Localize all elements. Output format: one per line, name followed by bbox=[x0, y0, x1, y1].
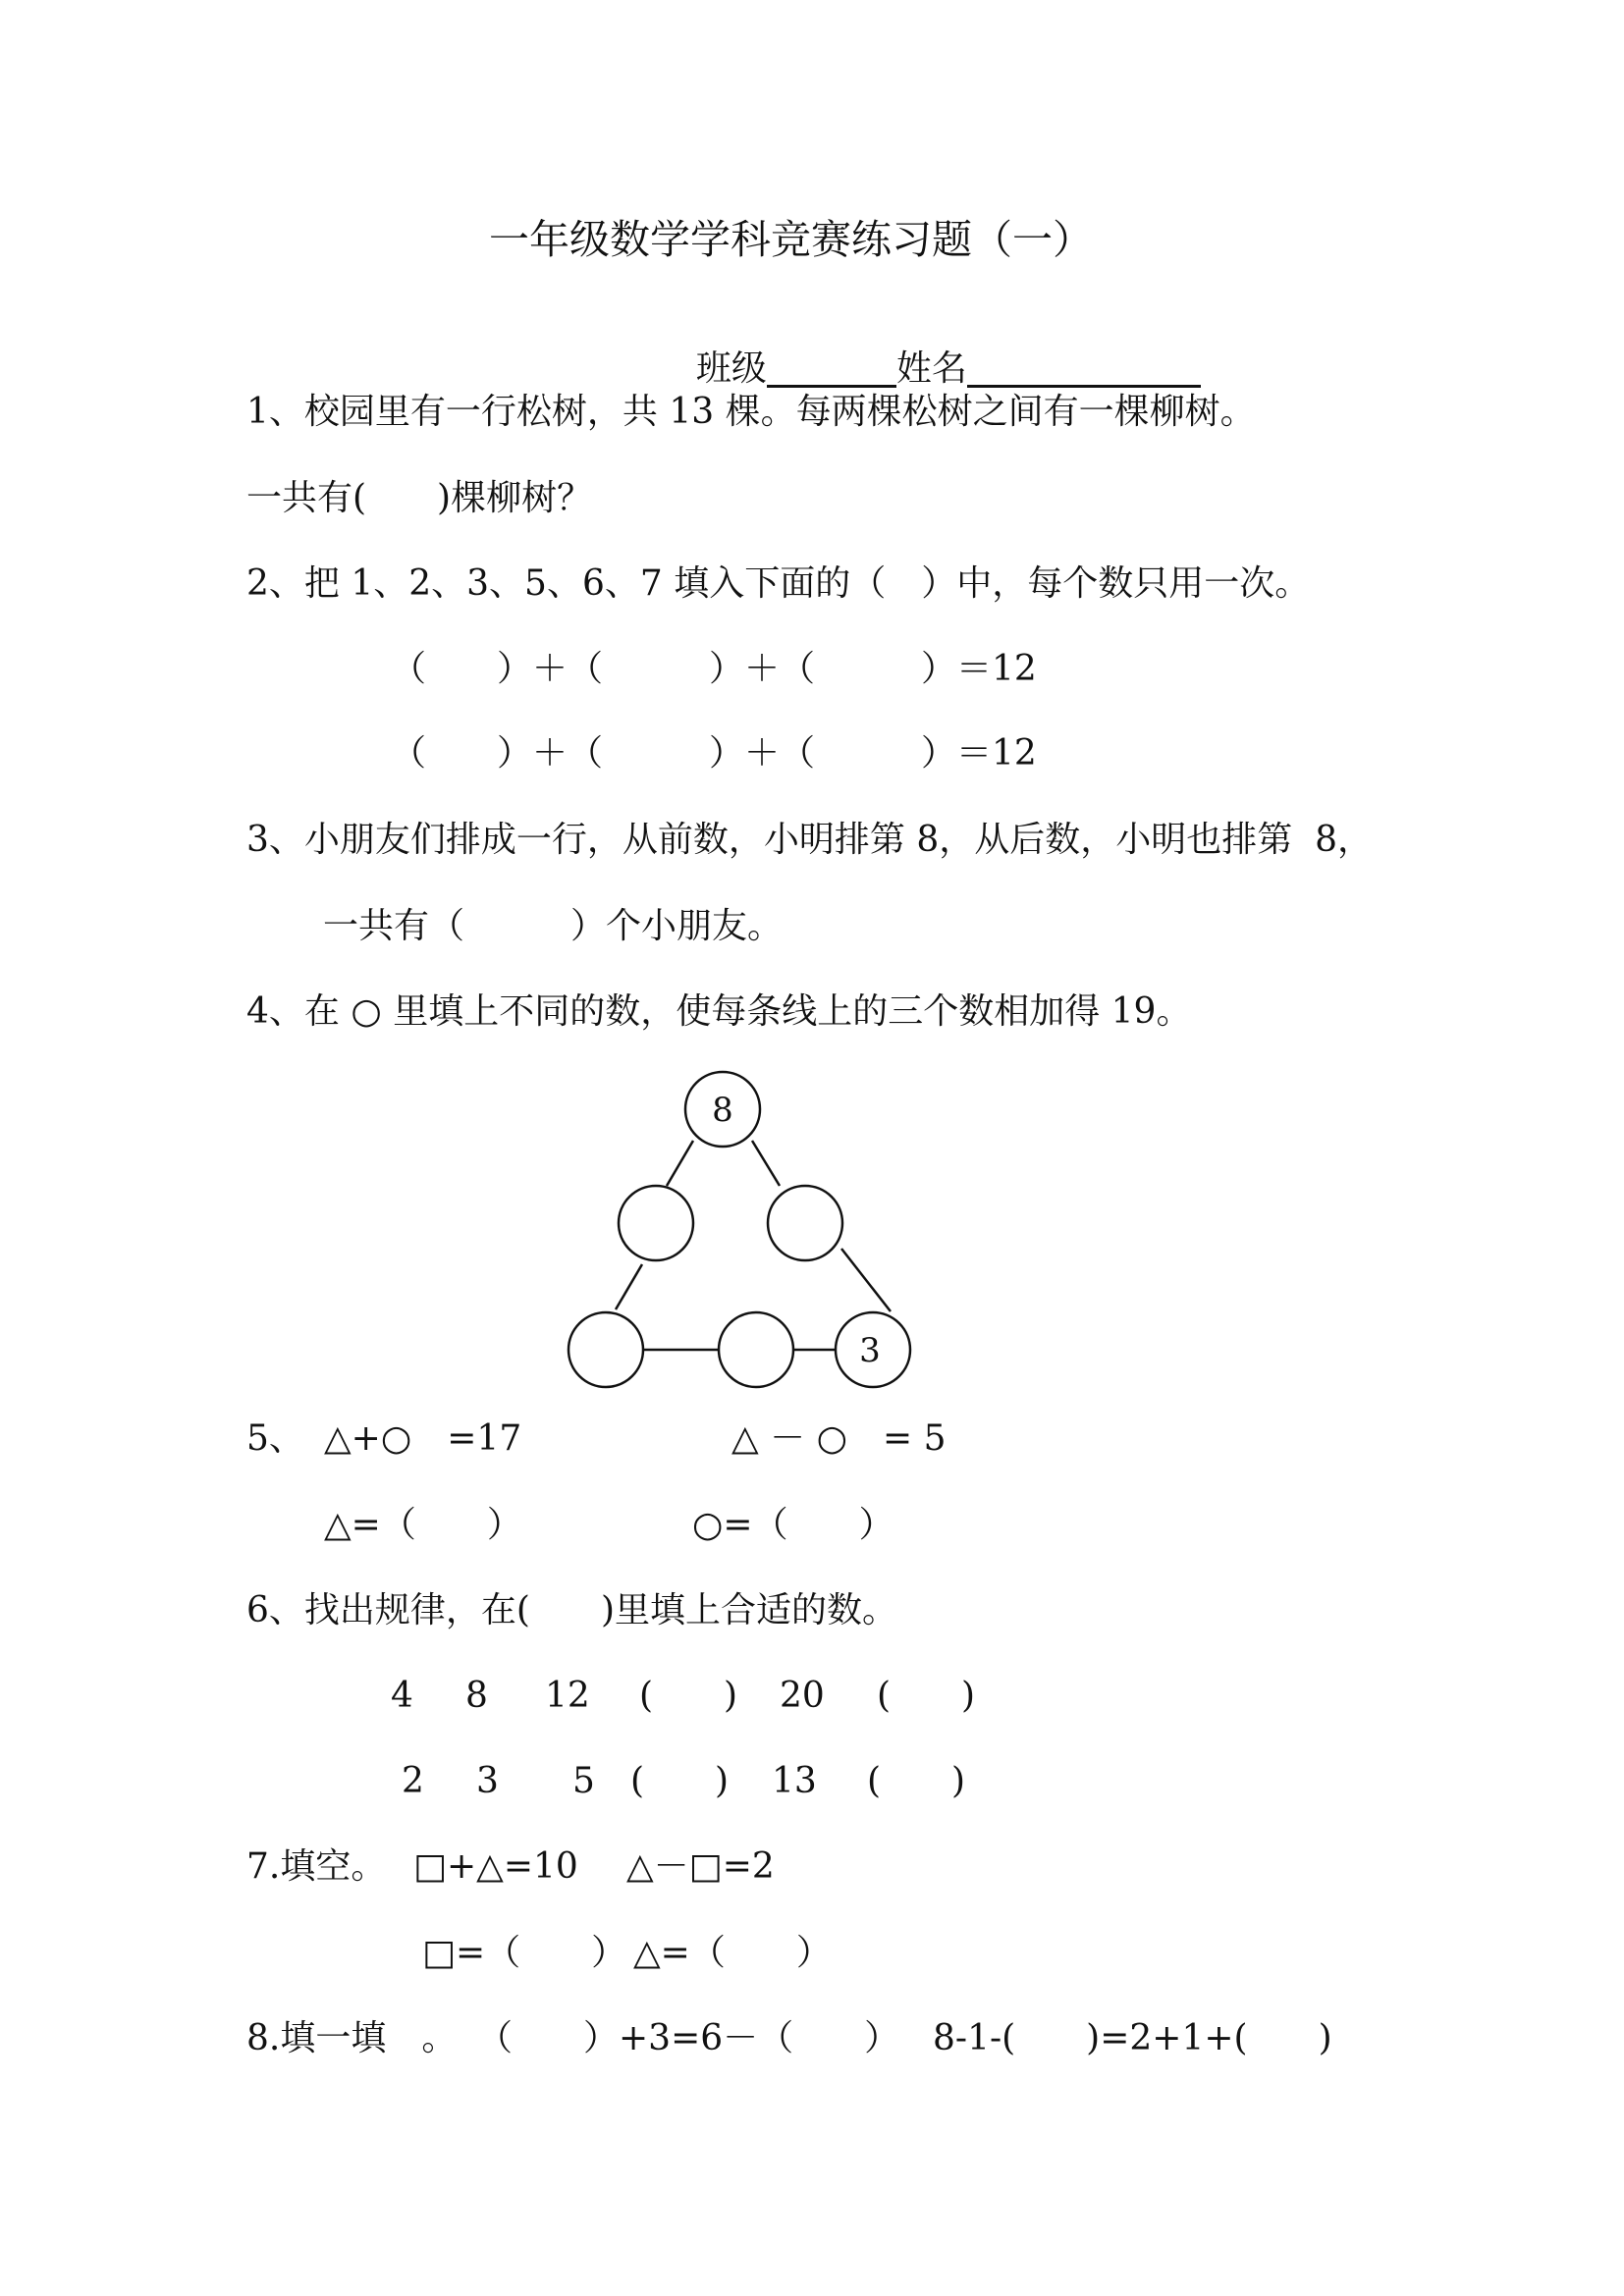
sequence-item: 12 bbox=[545, 1676, 590, 1716]
class-label: 班级 bbox=[695, 348, 767, 389]
left-edge-line-upper bbox=[667, 1141, 693, 1186]
question-7-equation-1: □+△=10 bbox=[413, 1846, 578, 1887]
sequence-item: 8 bbox=[465, 1676, 488, 1716]
right-edge-line-upper bbox=[752, 1141, 780, 1186]
question-6-line-1: 6、找出规律，在( )里填上合适的数。 bbox=[246, 1590, 897, 1630]
sequence-blank: ( ) bbox=[877, 1676, 976, 1716]
circle-top-value: 8 bbox=[712, 1091, 733, 1130]
sequence-item: 4 bbox=[391, 1676, 413, 1716]
student-info bbox=[674, 304, 1201, 391]
page-title: 一年级数学学科竞赛练习题（一） bbox=[489, 216, 1093, 263]
name-blank[interactable] bbox=[967, 349, 1201, 388]
circle-right-middle[interactable] bbox=[768, 1186, 842, 1260]
question-1-line-2: 一共有( )棵柳树？ bbox=[246, 478, 593, 518]
circle-bottom-left[interactable] bbox=[568, 1312, 643, 1387]
name-label: 姓名 bbox=[895, 348, 967, 389]
question-7-label: 7.填空。 bbox=[246, 1846, 387, 1887]
sequence-item: 3 bbox=[476, 1761, 499, 1801]
question-1-line-1: 1、校园里有一行松树，共 13 棵。每两棵松树之间有一棵柳树。 bbox=[246, 392, 1256, 432]
question-5-number: 5、 bbox=[246, 1418, 304, 1459]
question-7-answer-1: □=（ ） bbox=[422, 1933, 627, 1973]
right-edge-line-lower bbox=[841, 1249, 891, 1311]
circle-bottom-middle[interactable] bbox=[719, 1312, 793, 1387]
sequence-item: 20 bbox=[780, 1676, 825, 1716]
sequence-item: 2 bbox=[402, 1761, 424, 1801]
circle-left-middle[interactable] bbox=[619, 1186, 693, 1260]
class-blank[interactable] bbox=[767, 349, 896, 388]
sequence-blank: ( ) bbox=[630, 1761, 730, 1801]
question-5-equation-1: △+○ =17 bbox=[324, 1418, 522, 1459]
sequence-item: 13 bbox=[772, 1761, 817, 1801]
question-2-equation-2: （ ）＋（ ）＋（ ）＝12 bbox=[391, 733, 1037, 774]
question-5-equation-2: △ － ○ = 5 bbox=[731, 1418, 947, 1459]
question-3-line-2: 一共有（ ）个小朋友。 bbox=[323, 906, 784, 946]
question-4-line-1: 4、在 ○ 里填上不同的数，使每条线上的三个数相加得 19。 bbox=[246, 991, 1192, 1032]
question-3-line-1: 3、小朋友们排成一行，从前数，小明排第 8，从后数，小明也排第 8， bbox=[246, 820, 1374, 860]
circle-bottom-right-value: 3 bbox=[859, 1331, 881, 1370]
question-2-line-1: 2、把 1、2、3、5、6、7 填入下面的（ ）中，每个数只用一次。 bbox=[246, 563, 1311, 604]
question-2-equation-1: （ ）＋（ ）＋（ ）＝12 bbox=[391, 649, 1037, 689]
triangle-circle-diagram bbox=[560, 1070, 933, 1404]
question-5-answer-2: ○=（ ） bbox=[692, 1505, 894, 1545]
sequence-blank: ( ) bbox=[639, 1676, 738, 1716]
left-edge-line-lower bbox=[616, 1264, 642, 1309]
question-5-answer-1: △=（ ） bbox=[324, 1505, 522, 1545]
question-7-equation-2: △－□=2 bbox=[626, 1846, 775, 1887]
question-8-equation-2: 8-1-( )=2+1+( ) bbox=[933, 2018, 1332, 2058]
question-7-answer-2: △=（ ） bbox=[633, 1933, 832, 1973]
sequence-blank: ( ) bbox=[867, 1761, 966, 1801]
sequence-item: 5 bbox=[572, 1761, 595, 1801]
question-8-label: 8.填一填 。 bbox=[246, 2018, 458, 2058]
question-8-equation-1: （ ）+3=6－（ ） bbox=[477, 2018, 900, 2058]
